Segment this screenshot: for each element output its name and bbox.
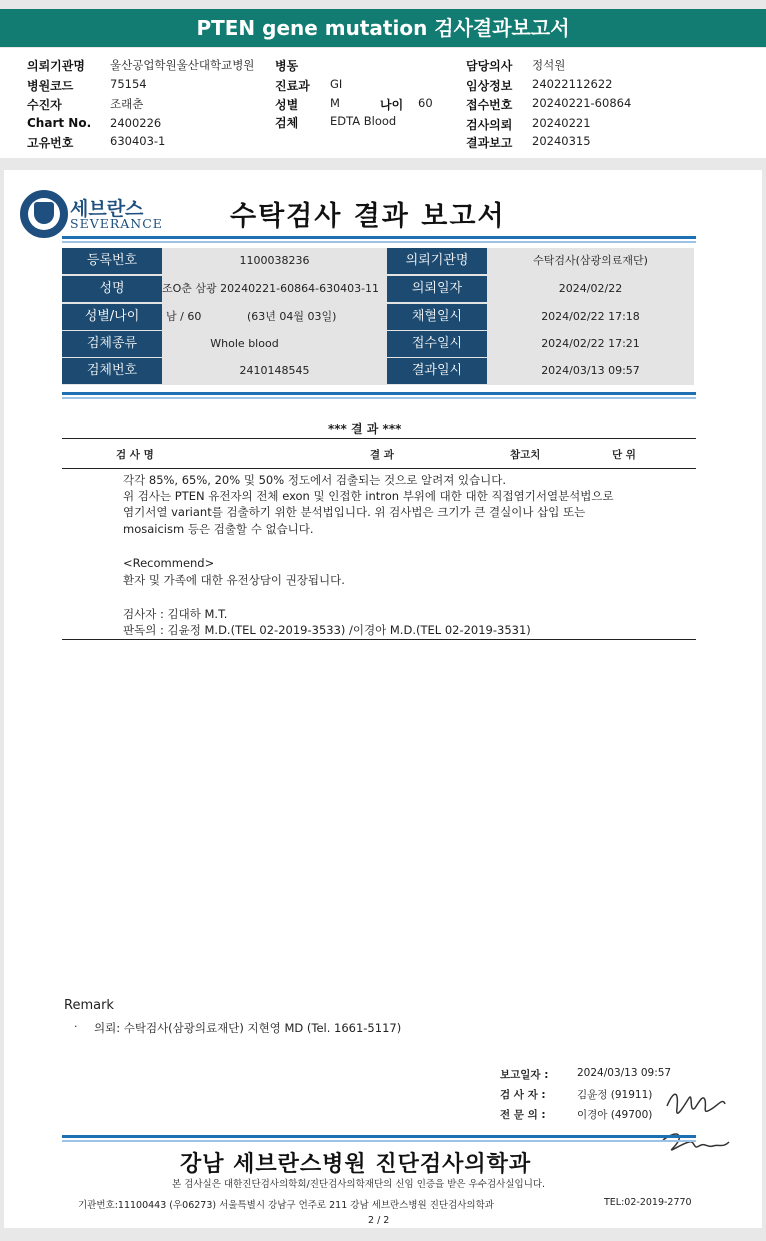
label-chart-no: Chart No. [27, 116, 92, 130]
severance-logo-icon [20, 190, 68, 238]
footer-department: 강남 세브란스병원 진단검사의학과 [180, 1152, 532, 1177]
value-result-time: 2024/03/13 09:57 [541, 364, 640, 377]
label-unique-no: 고유번호 [27, 136, 74, 150]
label-specimen-no: 검체번호 [62, 358, 162, 384]
label-request-date: 검사의뢰 [466, 118, 513, 132]
patient-header [0, 48, 766, 158]
results-rule-top [62, 438, 696, 439]
value-request-date-right: 2024/02/22 [558, 282, 623, 295]
value-institution-right: 수탁검사(삼광의료재단) [533, 254, 648, 267]
divider-top [62, 236, 696, 239]
value-clinical-info: 24022112622 [532, 77, 613, 91]
value-sex: M [330, 96, 340, 110]
reader: 판독의 : 김윤정 M.D.(TEL 02-2019-3533) /이경아 M.D.(TEL 02-2019-3531) [123, 623, 531, 637]
body-line-4: mosaicism 등은 검출할 수 없습니다. [123, 522, 314, 536]
divider-bottom [62, 1135, 696, 1138]
report-title: PTEN gene mutation 검사결과보고서 [196, 16, 570, 40]
value-patient: 조래춘 [110, 97, 144, 111]
label-sex-age: 성별/나이 [62, 304, 162, 330]
value-receipt-no: 20240221-60864 [532, 96, 632, 110]
report-date-value: 2024/03/13 09:57 [577, 1067, 672, 1079]
remark-bullet: · [74, 1020, 78, 1033]
examiner-label: 검 사 자 : [500, 1089, 546, 1101]
value-unique-no: 630403-1 [110, 134, 166, 148]
label-age: 나이 [380, 98, 404, 112]
footer-address: 기관번호:11100443 (우06273) 서울특별시 강남구 언주로 211 강남 세브란스병원 진단검사의학과 [78, 1200, 494, 1211]
page-number: 2 / 2 [368, 1215, 390, 1226]
value-age: 60 [418, 96, 433, 110]
value-dob: (63년 04월 03일) [247, 310, 337, 323]
divider-mid-light [62, 397, 696, 399]
label-institution: 의뢰기관명 [27, 59, 85, 73]
value-report-date: 20240315 [532, 134, 591, 148]
label-clinical-info: 임상정보 [466, 79, 513, 93]
value-department: GI [330, 77, 343, 91]
col-reference: 참고치 [510, 449, 541, 461]
body-line-2: 위 검사는 PTEN 유전자의 전체 exon 및 인접한 intron 부위에 대한 대한 직접염기서열분석법으로 [123, 489, 614, 503]
results-rule-header [62, 468, 696, 469]
divider-mid [62, 392, 696, 395]
label-department: 진료과 [275, 79, 310, 93]
value-specimen: EDTA Blood [330, 114, 397, 128]
tester: 검사자 : 김대하 M.T. [123, 607, 228, 621]
remark-title: Remark [64, 998, 114, 1013]
divider-bottom-light [62, 1140, 696, 1142]
label-receipt: 접수일시 [387, 331, 487, 357]
value-receipt: 2024/02/22 17:21 [541, 337, 640, 350]
results-heading: *** 결 과 *** [328, 422, 402, 436]
label-specimen-type: 검체종류 [62, 331, 162, 357]
label-sex: 성별 [275, 98, 299, 112]
brand-korean: 세브란스 [70, 198, 144, 220]
scanned-report-page [4, 170, 762, 1228]
divider-top-light [62, 241, 696, 243]
specialist-label: 전 문 의 : [500, 1109, 546, 1121]
label-specimen: 검체 [275, 116, 299, 130]
value-chart-no: 2400226 [110, 116, 162, 130]
value-specimen-no: 2410148545 [239, 364, 310, 377]
value-collection: 2024/02/22 17:18 [541, 310, 640, 323]
report-title-bar [0, 9, 766, 47]
label-report-date: 결과보고 [466, 136, 513, 150]
label-name: 성명 [62, 276, 162, 302]
label-request-date-right: 의뢰일자 [387, 276, 487, 302]
recommend-title: <Recommend> [123, 556, 215, 570]
brand-english: SEVERANCE [70, 216, 163, 231]
body-line-3: 염기서열 variant를 검출하기 위한 분석법입니다. 위 검사법은 크기가 큰 결실이나 삽입 또는 [123, 505, 586, 519]
document-title: 수탁검사 결과 보고서 [230, 201, 506, 232]
label-collection: 채혈일시 [387, 304, 487, 330]
col-test: 검 사 명 [116, 449, 154, 461]
value-reg-no: 1100038236 [239, 254, 310, 267]
value-sex-age: 남 / 60 [166, 310, 202, 323]
col-result: 결 과 [370, 449, 394, 461]
label-receipt-no: 접수번호 [466, 98, 513, 112]
specialist-value: 이경아 (49700) [577, 1109, 653, 1121]
label-doctor: 담당의사 [466, 59, 513, 73]
label-hospital-code: 병원코드 [27, 79, 74, 93]
recommend-text: 환자 및 가족에 대한 유전상담이 권장됩니다. [123, 573, 345, 587]
info-table [62, 248, 694, 385]
label-ward: 병동 [275, 59, 299, 73]
body-line-1: 각각 85%, 65%, 20% 및 50% 정도에서 검출되는 것으로 알려져 있습니다. [123, 473, 507, 487]
value-doctor: 정석원 [532, 58, 566, 72]
value-request-date: 20240221 [532, 116, 591, 130]
label-institution-right: 의뢰기관명 [387, 248, 487, 274]
report-date-label: 보고일자 : [500, 1069, 549, 1081]
value-hospital-code: 75154 [110, 77, 147, 91]
value-specimen-type: Whole blood [210, 337, 279, 350]
examiner-value: 김윤정 (91911) [577, 1089, 653, 1101]
footer-certification: 본 검사실은 대한진단검사의학회/진단검사의학재단의 신임 인증을 받은 우수검사실입니다. [172, 1179, 546, 1190]
col-unit: 단 위 [612, 449, 636, 461]
remark-item: 의뢰: 수탁검사(삼광의료재단) 지현영 MD (Tel. 1661-5117) [94, 1021, 402, 1035]
label-reg-no: 등록번호 [62, 248, 162, 274]
value-institution: 울산공업학원울산대학교병원 [110, 58, 255, 72]
label-patient: 수진자 [27, 98, 62, 112]
results-rule-bottom [62, 639, 696, 640]
signature-icon [659, 1078, 734, 1168]
label-result-time: 결과일시 [387, 358, 487, 384]
value-name: 조O춘 삼광 20240221-60864-630403-11 [162, 282, 380, 295]
footer-tel: TEL:02-2019-2770 [604, 1197, 692, 1208]
